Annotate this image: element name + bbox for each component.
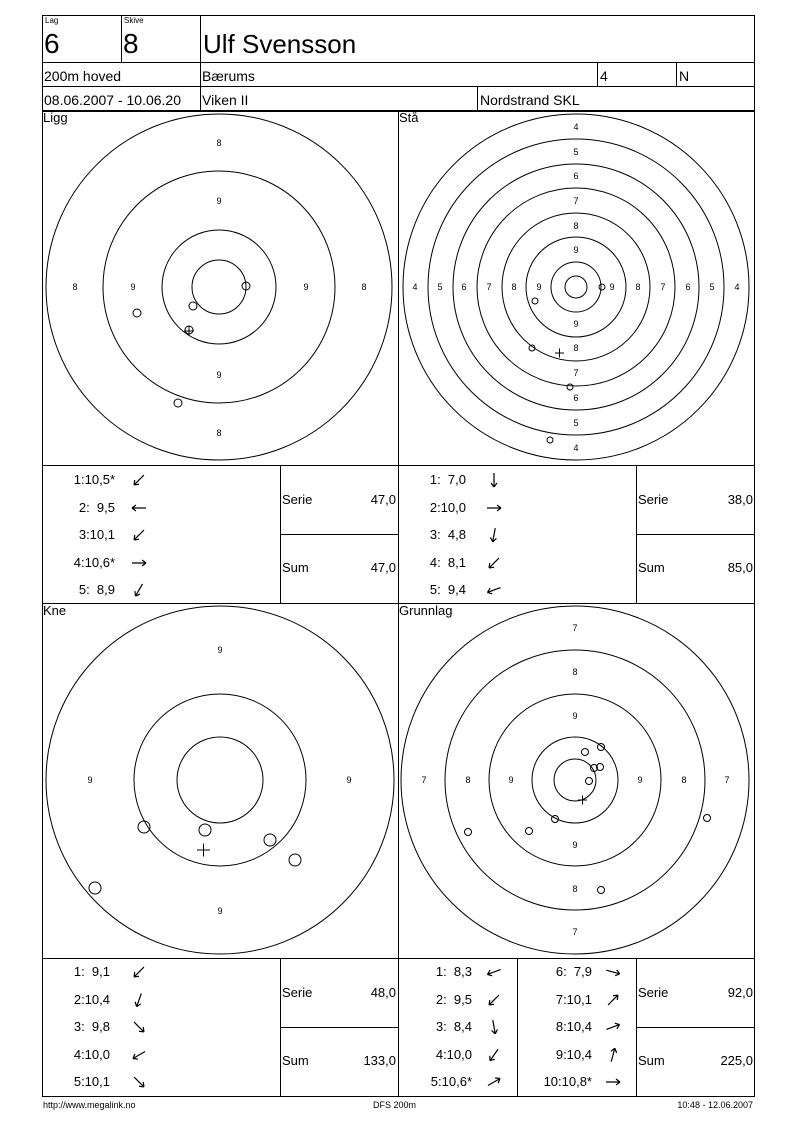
svg-text:8: 8 — [465, 775, 471, 785]
kne-shot-5-arrow-icon — [129, 1072, 149, 1092]
svg-text:4: 4 — [734, 282, 740, 292]
svg-text:9: 9 — [216, 196, 222, 206]
dates-text: 08.06.2007 - 10.06.20 — [44, 92, 182, 108]
grunnlag-serie-value: 92,0 — [727, 985, 753, 1000]
ligg-shot-4: 4:10,6* — [73, 554, 115, 570]
grunnlag-right-shot-5: 10:10,8* — [543, 1074, 592, 1089]
sta-shot-4-arrow-icon — [484, 553, 504, 573]
ligg-shot-2: 2: 9,5 — [78, 499, 115, 515]
grunnlag-sum-value: 225,0 — [720, 1053, 753, 1068]
kne-shot-3-arrow-icon — [129, 1017, 149, 1037]
skive-value: 8 — [123, 28, 139, 59]
kne-serie-value: 48,0 — [370, 985, 396, 1000]
club-text: Bærums — [202, 68, 255, 84]
ligg-serie-value: 47,0 — [370, 492, 396, 507]
svg-text:8: 8 — [681, 775, 687, 785]
svg-text:8: 8 — [216, 428, 222, 438]
svg-text:7: 7 — [486, 282, 492, 292]
svg-text:9: 9 — [130, 282, 136, 292]
grunnlag-left-shot-1: 1: 8,3 — [435, 964, 472, 979]
svg-text:9: 9 — [573, 245, 579, 255]
kne-title: Kne — [43, 603, 67, 618]
svg-text:7: 7 — [724, 775, 730, 785]
sta-sum-value: 85,0 — [727, 560, 753, 575]
ligg-shot-5: 5: 8,9 — [78, 582, 115, 597]
svg-text:9: 9 — [508, 775, 514, 785]
svg-text:8: 8 — [216, 138, 222, 148]
kne-shot-1-arrow-icon — [129, 962, 149, 982]
svg-text:5: 5 — [437, 282, 443, 292]
sta-sum-label: Sum — [638, 560, 665, 575]
grunnlag-title: Grunnlag — [399, 603, 453, 618]
svg-text:9: 9 — [637, 775, 643, 785]
ligg-shot-5-arrow-icon — [129, 580, 149, 600]
kne-shot-4-arrow-icon — [129, 1045, 149, 1065]
ligg-shot-3: 3:10,1 — [78, 527, 115, 542]
svg-text:7: 7 — [572, 927, 578, 937]
ligg-shot-2-arrow-icon — [129, 498, 149, 518]
footer-timestamp: 10:48 - 12.06.2007 — [677, 1100, 753, 1110]
sta-shot-2: 2:10,0 — [429, 499, 466, 515]
kne-shot-2: 2:10,4 — [73, 991, 110, 1007]
sta-shot-1: 1: 7,0 — [429, 472, 466, 487]
ligg-sum-label: Sum — [282, 560, 309, 575]
svg-text:9: 9 — [303, 282, 309, 292]
svg-text:9: 9 — [87, 775, 93, 785]
ligg-sum-value: 47,0 — [370, 560, 396, 575]
grunnlag-left-shot-3: 3: 8,4 — [435, 1019, 472, 1034]
svg-text:4: 4 — [412, 282, 418, 292]
sta-serie-value: 38,0 — [727, 492, 753, 507]
shooter-name: Ulf Svensson — [203, 29, 357, 59]
svg-text:9: 9 — [573, 319, 579, 329]
grunnlag-left-shot-4: 4:10,0 — [435, 1046, 472, 1062]
grunnlag-right-shot-4-arrow-icon — [603, 1045, 623, 1065]
ligg-title: Ligg — [43, 110, 68, 125]
grunnlag-right-shot-5-arrow-icon — [603, 1072, 623, 1092]
svg-text:7: 7 — [660, 282, 666, 292]
grunnlag-left-shot-5: 5:10,6* — [430, 1074, 472, 1089]
sta-serie-label: Serie — [638, 492, 669, 507]
svg-text:8: 8 — [511, 282, 517, 292]
svg-text:9: 9 — [572, 840, 578, 850]
range-text: Viken II — [202, 92, 249, 108]
sta-title: Stå — [399, 110, 419, 125]
sta-shot-2-arrow-icon — [484, 498, 504, 518]
kne-shot-4: 4:10,0 — [73, 1046, 110, 1062]
grunnlag-serie-label: Serie — [638, 985, 669, 1000]
svg-text:6: 6 — [685, 282, 691, 292]
ligg-serie-label: Serie — [282, 492, 313, 507]
grunnlag-right-shot-4: 9:10,4 — [555, 1046, 592, 1062]
svg-text:6: 6 — [573, 171, 579, 181]
kne-sum-value: 133,0 — [363, 1053, 396, 1068]
svg-text:5: 5 — [573, 147, 579, 157]
svg-text:9: 9 — [572, 711, 578, 721]
svg-text:9: 9 — [346, 775, 352, 785]
lag-value: 6 — [44, 28, 60, 59]
svg-text:5: 5 — [709, 282, 715, 292]
grunnlag-left-shot-2: 2: 9,5 — [435, 991, 472, 1007]
kne-shot-5: 5:10,1 — [73, 1074, 110, 1089]
sta-shot-3: 3: 4,8 — [429, 527, 466, 542]
class-text: 200m hoved — [44, 68, 122, 84]
footer-center: DFS 200m — [373, 1100, 417, 1110]
ligg-shot-3-arrow-icon — [129, 525, 149, 545]
grunnlag-left-shot-5-arrow-icon — [484, 1072, 504, 1092]
ligg-shot-4-arrow-icon — [129, 553, 149, 573]
sta-shot-4: 4: 8,1 — [429, 554, 466, 570]
svg-text:8: 8 — [361, 282, 367, 292]
svg-text:7: 7 — [421, 775, 427, 785]
svg-text:4: 4 — [573, 443, 579, 453]
grunnlag-right-shot-3: 8:10,4 — [555, 1019, 592, 1034]
sta-shot-3-arrow-icon — [484, 525, 504, 545]
svg-text:7: 7 — [573, 196, 579, 206]
grunnlag-left-shot-1-arrow-icon — [484, 962, 504, 982]
grunnlag-right-shot-2: 7:10,1 — [555, 991, 592, 1007]
letter-text: N — [679, 68, 690, 84]
grunnlag-left-shot-3-arrow-icon — [484, 1017, 504, 1037]
svg-text:8: 8 — [72, 282, 78, 292]
svg-text:9: 9 — [609, 282, 615, 292]
kne-sum-label: Sum — [282, 1053, 309, 1068]
ligg-shot-1: 1:10,5* — [73, 472, 115, 487]
svg-text:6: 6 — [573, 393, 579, 403]
grunnlag-left-shot-2-arrow-icon — [484, 990, 504, 1010]
svg-text:6: 6 — [461, 282, 467, 292]
kne-shot-3: 3: 9,8 — [73, 1019, 110, 1034]
svg-text:8: 8 — [572, 667, 578, 677]
kne-serie-label: Serie — [282, 985, 313, 1000]
sta-shot-5-arrow-icon — [484, 580, 504, 600]
grunnlag-sum-label: Sum — [638, 1053, 665, 1068]
grunnlag-right-shot-3-arrow-icon — [603, 1017, 623, 1037]
kne-shot-1: 1: 9,1 — [73, 964, 110, 979]
svg-text:5: 5 — [573, 418, 579, 428]
svg-text:9: 9 — [216, 370, 222, 380]
svg-text:7: 7 — [572, 623, 578, 633]
lag-label: Lag — [45, 16, 59, 25]
footer-url[interactable]: http://www.megalink.no — [43, 1100, 136, 1110]
skive-label: Skive — [124, 16, 144, 25]
svg-text:9: 9 — [536, 282, 542, 292]
org-text: Nordstrand SKL — [480, 92, 580, 108]
svg-text:8: 8 — [573, 343, 579, 353]
grunnlag-right-shot-1-arrow-icon — [603, 962, 623, 982]
kne-shot-2-arrow-icon — [129, 990, 149, 1010]
sta-shot-1-arrow-icon — [484, 470, 504, 490]
svg-text:7: 7 — [573, 368, 579, 378]
svg-text:8: 8 — [572, 884, 578, 894]
grunnlag-right-shot-1: 6: 7,9 — [555, 964, 592, 979]
svg-text:8: 8 — [573, 221, 579, 231]
svg-text:9: 9 — [217, 906, 223, 916]
ligg-shot-1-arrow-icon — [129, 470, 149, 490]
sta-shot-5: 5: 9,4 — [429, 582, 466, 597]
grunnlag-left-shot-4-arrow-icon — [484, 1045, 504, 1065]
svg-text:9: 9 — [217, 645, 223, 655]
grunnlag-right-shot-2-arrow-icon — [603, 990, 623, 1010]
number-text: 4 — [600, 68, 608, 84]
svg-text:4: 4 — [573, 122, 579, 132]
svg-text:8: 8 — [635, 282, 641, 292]
